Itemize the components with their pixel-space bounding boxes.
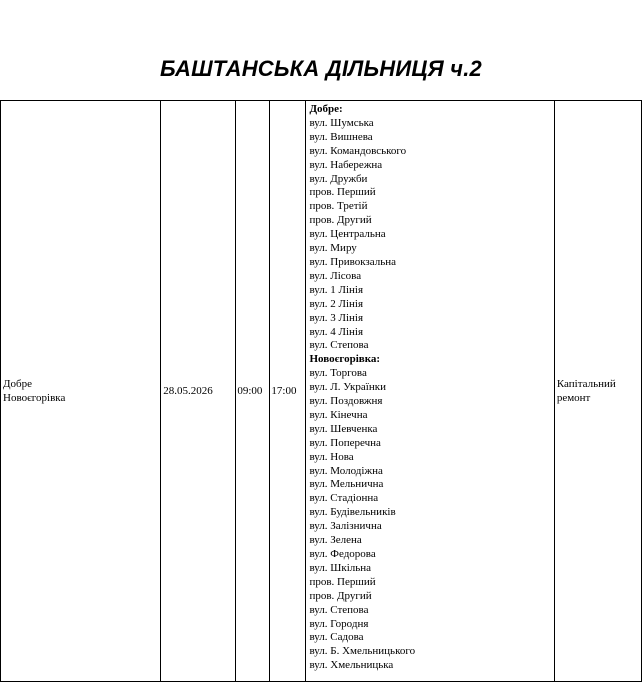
street-item: вул. Хмельницька bbox=[309, 659, 394, 672]
location-name: Добре bbox=[3, 378, 32, 390]
street-item: вул. Стадіонна bbox=[309, 492, 379, 505]
street-item: вул. Нова bbox=[309, 450, 354, 463]
street-item: вул. Шумська bbox=[309, 116, 374, 129]
street-item: пров. Перший bbox=[309, 186, 376, 199]
street-item: вул. Федорова bbox=[309, 548, 376, 560]
street-item: вул. Степова bbox=[309, 603, 369, 616]
time-from-cell: 09:00 bbox=[236, 101, 270, 682]
location-name: Новоєгорівка bbox=[3, 392, 66, 404]
street-item: вул. Кінечна bbox=[309, 408, 368, 421]
street-item: вул. Торгова bbox=[309, 367, 367, 380]
street-item: вул. Шевченка bbox=[309, 422, 378, 435]
street-item: вул. Зелена bbox=[309, 534, 362, 547]
street-item: вул. Залізнична bbox=[309, 520, 382, 533]
village-heading: Добре: bbox=[309, 103, 343, 115]
street-item: вул. Поперечна bbox=[309, 436, 381, 449]
time-to-cell: 17:00 bbox=[270, 101, 306, 682]
outage-table bbox=[0, 100, 642, 682]
street-item: вул. 3 Лінія bbox=[309, 311, 364, 324]
village-heading: Новоєгорівка: bbox=[309, 353, 381, 366]
work-type-text: Капітальний bbox=[556, 378, 616, 390]
street-list bbox=[309, 103, 551, 673]
date-cell: 28.05.2026 bbox=[161, 101, 236, 682]
street-item: вул. Привокзальна bbox=[309, 255, 397, 268]
street-item: вул. Командовського bbox=[309, 144, 407, 157]
work-type-text: ремонт bbox=[556, 392, 591, 404]
page-title: БАШТАНСЬКА ДІЛЬНИЦЯ ч.2 bbox=[160, 56, 482, 81]
street-item: вул. Набережна bbox=[309, 158, 383, 171]
street-item: вул. Л. Українки bbox=[309, 381, 386, 394]
street-item: вул. Городня bbox=[309, 617, 369, 630]
work-type-cell bbox=[554, 101, 641, 682]
street-item: вул. Мельнична bbox=[309, 478, 384, 491]
street-item: вул. Б. Хмельницького bbox=[309, 645, 416, 658]
table-row bbox=[1, 101, 642, 682]
street-item: пров. Третій bbox=[309, 200, 368, 213]
street-item: пров. Другий bbox=[309, 214, 372, 227]
street-item: вул. Молодіжна bbox=[309, 464, 383, 477]
street-item: пров. Перший bbox=[309, 575, 376, 588]
street-item: вул. Поздовжня bbox=[309, 395, 383, 408]
street-item: вул. Степова bbox=[309, 339, 369, 352]
street-item: вул. 1 Лінія bbox=[309, 283, 364, 296]
street-item: вул. Будівельників bbox=[309, 506, 396, 519]
street-item: вул. Центральна bbox=[309, 228, 386, 241]
street-item: пров. Другий bbox=[309, 589, 372, 602]
locations-cell bbox=[1, 101, 161, 682]
street-item: вул. Миру bbox=[309, 242, 357, 255]
street-item: вул. Лісова bbox=[309, 269, 362, 282]
street-item: вул. Дружби bbox=[309, 172, 368, 185]
streets-cell bbox=[306, 101, 554, 682]
street-item: вул. Вишнева bbox=[309, 130, 373, 143]
street-item: вул. Шкільна bbox=[309, 561, 372, 574]
street-item: вул. 2 Лінія bbox=[309, 297, 364, 310]
street-item: вул. 4 Лінія bbox=[309, 325, 364, 338]
street-item: вул. Садова bbox=[309, 631, 364, 644]
